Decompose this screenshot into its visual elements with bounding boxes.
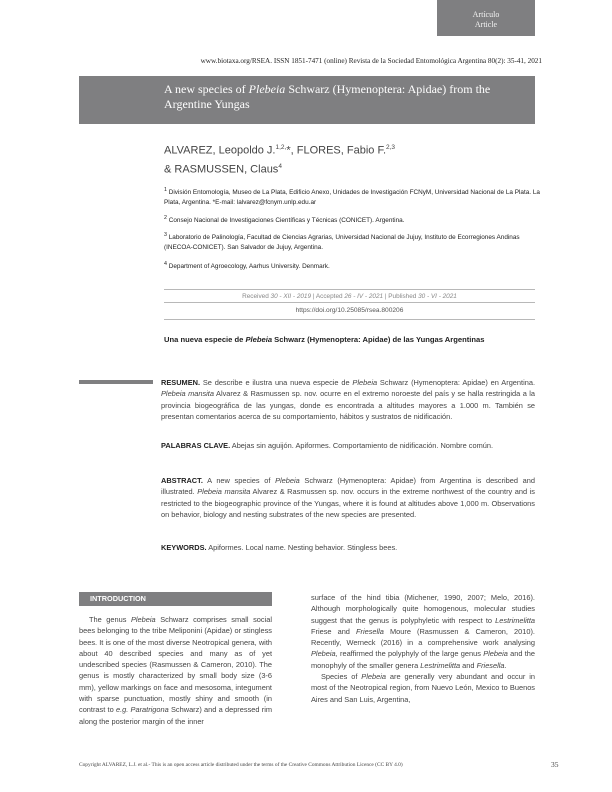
abstract-text-3: Alvarez & Rasmussen sp. nov. occurs in the extreme northwest of the country and is restricted to the biogeographic province of the Yungas, where it is found at altitudes above 1,000 m. Observations on behavior, biology and nesting substrates of the new species are presented. — [161, 487, 535, 519]
received-label: Received — [242, 293, 271, 300]
affiliation-4-number: 4 — [164, 261, 167, 267]
intro-right-text-5: and the monophyly of the smaller genera — [311, 649, 536, 670]
intro-p2-genus: Plebeia — [361, 672, 386, 682]
affiliation-4-text: Department of Agroecology, Aarhus University. Denmark. — [168, 263, 330, 271]
page-number: 35 — [551, 760, 559, 769]
affiliation-3-number: 3 — [164, 232, 167, 238]
affiliation-1 — [164, 186, 544, 207]
resumen-text-3: Alvarez & Rasmussen sp. nov. ocurre en el extremo noroeste del país y se halla restringida a la provincia biogeográfica de las yungas, donde es encontrada a altitudes mayores a 1.000 m. También se presentan comentarios acerca de su comportamiento, hábitos y sustratos de nidificación. — [161, 389, 536, 421]
intro-right-text-6: and — [460, 660, 477, 670]
author-separator: , — [290, 144, 297, 157]
publication-dates — [164, 293, 535, 300]
resumen-species: Plebeia mansita — [161, 389, 214, 399]
intro-right-genus-2: Friesella — [355, 626, 384, 636]
palabras-clave-label: PALABRAS CLAVE. — [161, 441, 231, 450]
accepted-label: | Accepted — [311, 293, 345, 300]
author-list — [164, 140, 544, 177]
intro-left-text-2: Schwarz comprises small social bees belonging to the tribe Meliponini (Apidae) or stingless bees. It is one of the most diverse Neotropical genera, with about 40 described species and many as of yet undescribed species (Rasmussen & Cameron, 2010). The genus is mostly characterized by small body size (3-6 mm), yellow markings on face and mesosoma, integument with sparse punctuation, mostly shiny and smooth (in contrast to — [79, 615, 273, 715]
author-3-affil: 4 — [278, 162, 282, 170]
affiliation-4 — [164, 260, 544, 272]
author-2: FLORES, Fabio F. — [296, 144, 387, 157]
received-date: 30 - XII - 2019 — [270, 293, 312, 300]
introduction-right-column — [311, 592, 535, 705]
resumen-text-2: Schwarz (Hymenoptera: Apidae) en Argentina. — [377, 378, 535, 387]
article-type-es: Artículo — [472, 10, 500, 19]
affiliation-3-text: Laboratorio de Palinología, Facultad de Ciencias Agrarias, Universidad Nacional de Jujuy, Instituto de Ecorregiones Andinas (INECOA-CONICET). San Salvador de Jujuy, Argentina. — [164, 234, 520, 251]
affiliation-2 — [164, 214, 544, 226]
palabras-clave-text: Abejas sin aguijón. Apiformes. Comportamiento de nidificación. Nombre común. — [230, 441, 494, 450]
intro-left-genus-1: Plebeia — [130, 615, 156, 624]
spanish-title-text-2: Schwarz (Hymenoptera: Apidae) de las Yungas Argentinas — [272, 335, 485, 344]
intro-right-text-3: Moure (Rasmussen & Cameron, 2010). Recently, Werneck (2016) in a comprehensive work analysing — [311, 626, 535, 648]
divider-bottom — [164, 319, 535, 320]
corresponding-star: * — [286, 144, 291, 157]
affiliation-2-text: Consejo Nacional de Investigaciones Científicas y Técnicas (CONICET). Argentina. — [168, 217, 405, 225]
intro-right-genus-5: Lestrimelitta — [420, 660, 461, 670]
journal-citation-line: www.biotaxa.org/RSEA. ISSN 1851-7471 (online) Revista de la Sociedad Entomológica Argentina 80(2): 35-41, 2021 — [200, 57, 542, 65]
affiliation-2-number: 2 — [164, 215, 167, 221]
doi-link[interactable]: https://doi.org/10.25085/rsea.800206 — [295, 307, 404, 314]
affiliation-3 — [164, 231, 544, 252]
keywords-paragraph — [161, 542, 535, 553]
title-text-1: A new species of — [164, 82, 249, 96]
affiliation-1-text: División Entomología, Museo de La Plata, Edificio Anexo, Unidades de Investigación FCNyM, Universidad Nacional de La Plata. La Plata, Argentina. *E-mail: lalvarez@fcnym.unlp.edu.ar — [164, 189, 540, 206]
abstract-species: Plebeia mansita — [197, 487, 251, 497]
section-accent-bar — [79, 380, 153, 384]
intro-left-text-3: Schwarz) and a depressed rim along the posterior margin of the inner — [79, 705, 272, 726]
published-date: 30 - VI - 2021 — [418, 293, 457, 300]
intro-right-text-2: Friese and — [311, 626, 356, 636]
author-2-affil: 2,3 — [386, 144, 396, 151]
resumen-genus: Plebeia — [352, 378, 378, 387]
divider-middle — [164, 302, 535, 303]
affiliation-1-number: 1 — [164, 187, 167, 193]
resumen-label: RESUMEN. — [161, 378, 201, 387]
introduction-left-column — [79, 614, 272, 727]
abstract-paragraph — [161, 475, 535, 520]
intro-right-genus-6: Friesella — [476, 660, 505, 670]
abstract-label: ABSTRACT. — [161, 476, 203, 485]
copyright-footer: Copyright ALVAREZ, L.J. et al.- This is an open access article distributed under the terms of the Creative Commons Attribution Licence (CC BY 4.0) — [79, 762, 403, 768]
spanish-title-text-1: Una nueva especie de — [164, 335, 246, 344]
spanish-title — [164, 335, 534, 346]
article-title — [164, 82, 534, 112]
intro-right-genus-4: Plebeia — [483, 649, 508, 659]
divider-top — [164, 289, 535, 290]
palabras-clave-paragraph — [161, 440, 535, 451]
abstract-text-2: Schwarz (Hymenoptera: Apidae) from Argentina is described and illustrated. — [161, 476, 535, 497]
keywords-text: Apiformes. Local name. Nesting behavior. Stingless bees. — [206, 543, 398, 552]
accepted-date: 26 - IV - 2021 — [344, 293, 384, 300]
title-text-2: Schwarz (Hymenoptera: Apidae) from the Argentine Yungas — [164, 82, 491, 111]
intro-right-text-1: surface of the hind tibia (Michener, 1990, 2007; Melo, 2016). Although morphologically quite homogenous, molecular studies suggest that the genus is polyphyletic with respect to — [311, 593, 535, 625]
introduction-heading: INTRODUCTION — [79, 592, 272, 606]
article-type-tag — [437, 0, 535, 36]
published-label: | Published — [383, 293, 419, 300]
intro-left-text-1: The genus — [89, 615, 131, 624]
intro-right-text-4: reaffirmed the polyphyly of the large genus — [337, 649, 484, 659]
article-type-en: Article — [474, 20, 498, 29]
intro-left-genus-2: e.g. Paratrigona — [115, 705, 169, 715]
intro-p2-text-1: Species of — [321, 672, 362, 682]
intro-right-paragraph-1 — [311, 592, 535, 671]
intro-right-paragraph-2 — [311, 671, 535, 705]
intro-p2-text-2: are generally very abundant and occur in most of the Neotropical region, from Nuevo León, Mexico to Buenos Aires and San Luis, Argentina, — [311, 672, 535, 704]
author-1-affil: 1,2, — [275, 144, 287, 151]
keywords-label: KEYWORDS. — [161, 543, 207, 552]
intro-right-genus-3: Plebeia, — [311, 649, 338, 659]
resumen-paragraph — [161, 377, 535, 422]
intro-right-text-7: . — [504, 660, 507, 670]
resumen-text-1: Se describe e ilustra una nueva especie de — [200, 378, 353, 387]
abstract-genus: Plebeia — [275, 476, 300, 485]
intro-right-genus-1: Lestrimelitta — [495, 615, 535, 625]
author-3: & RASMUSSEN, Claus — [164, 163, 279, 176]
spanish-title-genus: Plebeia — [245, 335, 273, 344]
abstract-text-1: A new species of — [202, 476, 276, 485]
title-genus: Plebeia — [248, 82, 286, 96]
author-1: ALVAREZ, Leopoldo J. — [164, 144, 276, 157]
